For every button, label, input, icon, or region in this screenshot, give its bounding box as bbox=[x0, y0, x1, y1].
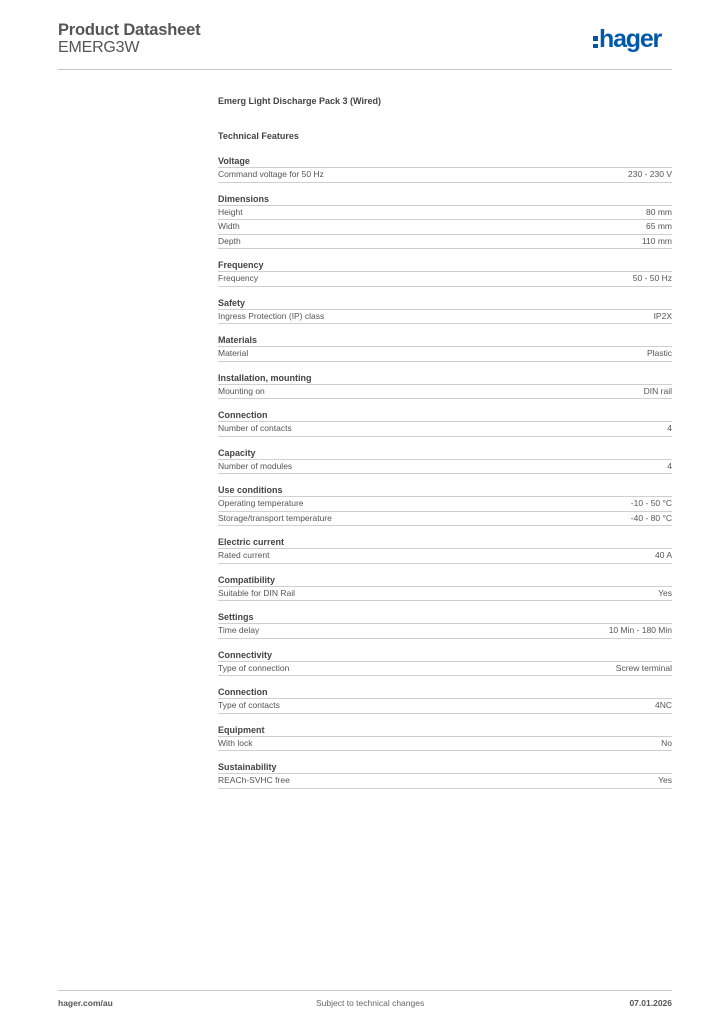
feature-sections bbox=[218, 155, 672, 789]
section-title: Equipment bbox=[218, 724, 672, 737]
spec-label: Height bbox=[218, 206, 243, 217]
footer-date: 07.01.2026 bbox=[629, 998, 672, 1008]
footer-website[interactable]: hager.com/au bbox=[58, 998, 113, 1008]
feature-section bbox=[218, 259, 672, 287]
section-title: Frequency bbox=[218, 259, 672, 272]
spec-label: Type of contacts bbox=[218, 700, 280, 710]
spec-label: Depth bbox=[218, 235, 241, 246]
feature-section bbox=[218, 649, 672, 677]
section-title: Dimensions bbox=[218, 193, 672, 206]
feature-section bbox=[218, 334, 672, 362]
spec-value: No bbox=[661, 737, 672, 748]
product-name: Emerg Light Discharge Pack 3 (Wired) bbox=[218, 96, 381, 106]
spec-label: Type of connection bbox=[218, 662, 290, 673]
spec-value: Screw terminal bbox=[615, 662, 672, 673]
section-title: Connectivity bbox=[218, 649, 672, 662]
spec-label: Command voltage for 50 Hz bbox=[218, 169, 324, 179]
spec-row bbox=[218, 385, 672, 400]
section-title: Connection bbox=[218, 686, 672, 699]
logo-dots-icon bbox=[593, 36, 598, 51]
hager-logo bbox=[593, 27, 675, 57]
spec-label: Number of modules bbox=[218, 460, 293, 471]
spec-value: 10 Min - 180 Min bbox=[608, 625, 672, 635]
spec-value: 4 bbox=[667, 460, 672, 471]
spec-label: Time delay bbox=[218, 625, 260, 635]
section-title: Connection bbox=[218, 409, 672, 422]
spec-row bbox=[218, 699, 672, 714]
feature-section bbox=[218, 155, 672, 183]
spec-row bbox=[218, 512, 672, 527]
section-title: Materials bbox=[218, 334, 672, 347]
spec-row bbox=[218, 587, 672, 602]
spec-row bbox=[218, 220, 672, 235]
spec-value: DIN rail bbox=[643, 385, 672, 396]
spec-row bbox=[218, 624, 672, 639]
spec-value: -10 - 50 °C bbox=[630, 498, 672, 508]
section-title: Installation, mounting bbox=[218, 372, 672, 385]
spec-row bbox=[218, 422, 672, 437]
feature-section bbox=[218, 193, 672, 250]
feature-section bbox=[218, 761, 672, 789]
spec-value: 80 mm bbox=[646, 206, 672, 217]
spec-row bbox=[218, 206, 672, 221]
spec-value: 40 A bbox=[654, 550, 672, 560]
spec-row bbox=[218, 235, 672, 250]
spec-row bbox=[218, 347, 672, 362]
spec-value: 4NC bbox=[654, 700, 672, 710]
spec-label: Width bbox=[218, 221, 240, 231]
spec-label: Operating temperature bbox=[218, 498, 304, 508]
spec-label: With lock bbox=[218, 737, 253, 748]
spec-row bbox=[218, 168, 672, 183]
spec-value: -40 - 80 °C bbox=[630, 512, 672, 523]
spec-row bbox=[218, 662, 672, 677]
feature-section bbox=[218, 409, 672, 437]
spec-label: Suitable for DIN Rail bbox=[218, 587, 296, 598]
product-code: EMERG3W bbox=[58, 39, 140, 56]
feature-section bbox=[218, 297, 672, 325]
spec-row bbox=[218, 549, 672, 564]
header-divider bbox=[58, 69, 672, 70]
section-title: Voltage bbox=[218, 155, 672, 168]
spec-value: 50 - 50 Hz bbox=[632, 273, 672, 283]
section-title: Capacity bbox=[218, 447, 672, 460]
section-title: Electric current bbox=[218, 536, 672, 549]
section-title: Use conditions bbox=[218, 484, 672, 497]
spec-label: Material bbox=[218, 348, 249, 358]
feature-section bbox=[218, 484, 672, 526]
section-title: Sustainability bbox=[218, 761, 672, 774]
spec-value: 230 - 230 V bbox=[628, 169, 672, 179]
spec-value: Yes bbox=[658, 587, 672, 598]
spec-label: REACh-SVHC free bbox=[218, 775, 290, 785]
feature-section bbox=[218, 574, 672, 602]
feature-section bbox=[218, 611, 672, 639]
section-title: Safety bbox=[218, 297, 672, 310]
section-title: Compatibility bbox=[218, 574, 672, 587]
spec-row bbox=[218, 460, 672, 475]
logo-text: hager bbox=[599, 25, 662, 53]
spec-value: 110 mm bbox=[641, 235, 672, 246]
feature-section bbox=[218, 536, 672, 564]
footer-divider bbox=[58, 990, 672, 991]
section-title: Settings bbox=[218, 611, 672, 624]
footer-notice: Subject to technical changes bbox=[316, 998, 425, 1008]
feature-section bbox=[218, 447, 672, 475]
datasheet-content bbox=[218, 95, 672, 799]
feature-section bbox=[218, 686, 672, 714]
spec-label: Number of contacts bbox=[218, 423, 292, 433]
spec-value: Plastic bbox=[646, 348, 672, 358]
spec-row bbox=[218, 737, 672, 752]
spec-row bbox=[218, 497, 672, 512]
spec-value: Yes bbox=[658, 775, 672, 785]
spec-label: Storage/transport temperature bbox=[218, 512, 332, 523]
spec-label: Frequency bbox=[218, 273, 259, 283]
spec-row bbox=[218, 310, 672, 325]
spec-label: Rated current bbox=[218, 550, 270, 560]
spec-value: 65 mm bbox=[646, 221, 672, 231]
spec-label: Ingress Protection (IP) class bbox=[218, 310, 325, 321]
page-title: Product Datasheet bbox=[58, 21, 201, 39]
spec-row bbox=[218, 774, 672, 789]
features-heading: Technical Features bbox=[218, 131, 299, 141]
spec-value: 4 bbox=[667, 423, 672, 433]
spec-label: Mounting on bbox=[218, 385, 265, 396]
spec-value: IP2X bbox=[653, 310, 672, 321]
spec-row bbox=[218, 272, 672, 287]
feature-section bbox=[218, 724, 672, 752]
feature-section bbox=[218, 372, 672, 400]
